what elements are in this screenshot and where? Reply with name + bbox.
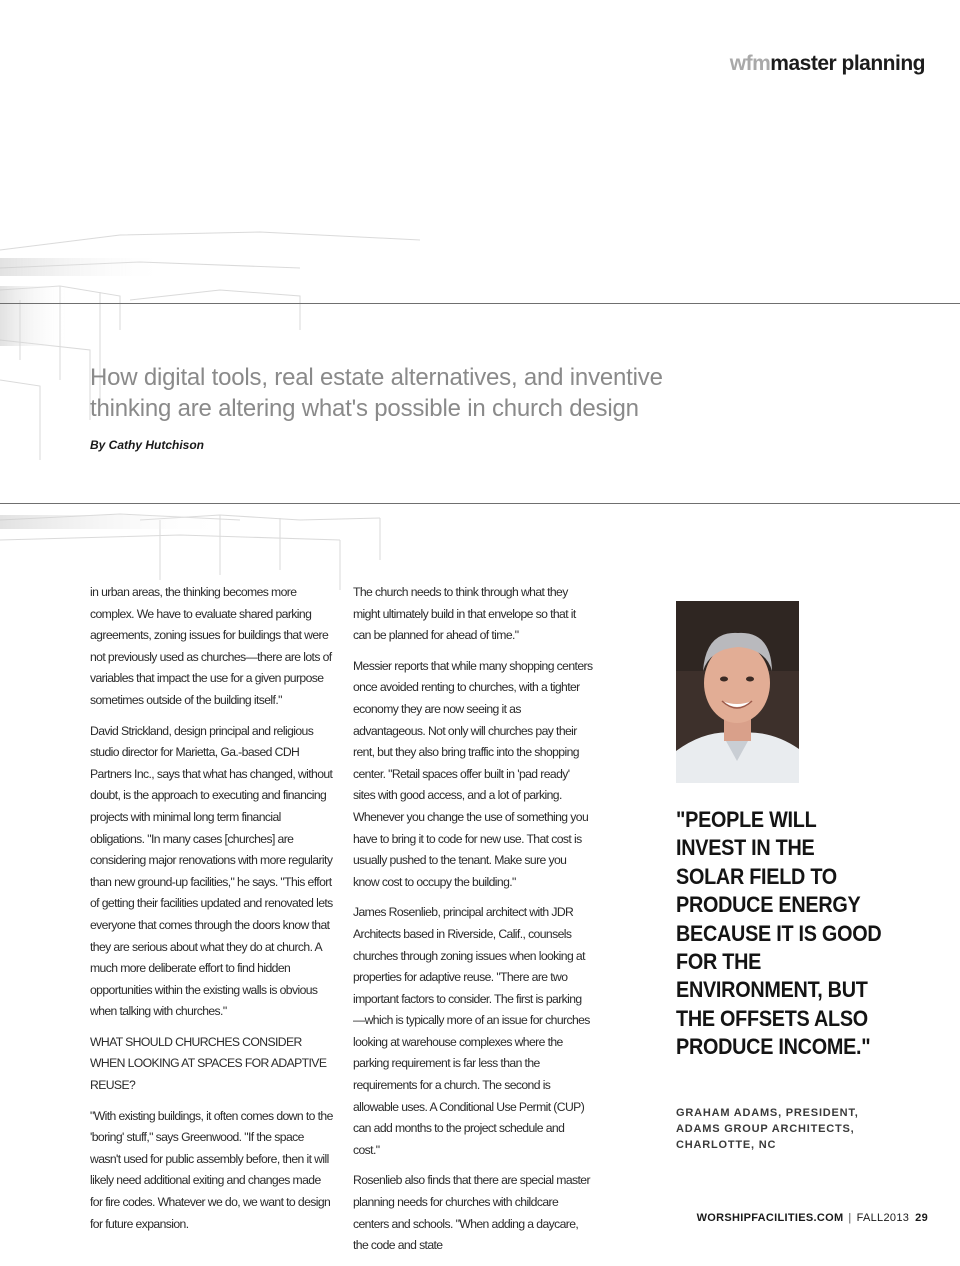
footer-separator: |: [848, 1212, 852, 1224]
subheading: WHAT SHOULD CHURCHES CONSIDER WHEN LOOKING AT SPACES FOR ADAPTIVE REUSE?: [90, 1034, 327, 1093]
footer-issue: FALL2013: [856, 1212, 910, 1224]
background-architecture-sketch: [0, 0, 960, 620]
paragraph: "With existing buildings, it often comes down to the 'boring' stuff," says Greenwood. "If the space wasn't used for public assembly before, then it will likely need additional exiting and changes made for fire codes. Whatever we do, we want to design for future expansion.: [90, 1108, 333, 1231]
page-footer: [697, 1212, 928, 1224]
section-name: master planning: [770, 52, 925, 75]
section-header: [730, 52, 925, 76]
quote-attribution: GRAHAM ADAMS, PRESIDENT, ADAMS GROUP ARCHITECTS, CHARLOTTE, NC: [676, 1107, 859, 1151]
paragraph: David Strickland, design principal and religious studio director for Marietta, Ga.-based CDH Partners Inc., says that what has changed, without doubt, is the approach to executing and financing projects with minimal long term financial obligations. "In many cases [churches] are considering major renovations with more regularity than new ground-up facilities," he says. "This effort of getting their facilities updated and renovated lets everyone that comes through the doors know that they are serious about what they do at church. A much more deliberate effort to find hidden opportunities within the existing walls is obvious when talking with churches.": [90, 723, 333, 1019]
article-column-2: [353, 582, 593, 1266]
divider-top: [0, 303, 960, 304]
paragraph: Rosenlieb also finds that there are special master planning needs for churches with childcare centers and schools. "When adding a daycare, the code and state: [353, 1173, 590, 1253]
footer-website: WORSHIPFACILITIES.COM: [696, 1212, 844, 1224]
divider-bottom: [0, 503, 960, 504]
brand-logo-text: wfm: [729, 52, 771, 75]
article-deck: How digital tools, real estate alternatives, and inventive thinking are altering what's possible in church design: [90, 364, 663, 422]
paragraph: Messier reports that while many shopping centers once avoided renting to churches, with a tighter economy they are now seeing it as advantageous. Not only will churches pay their rent, but they also bring traffic into the shopping center. "Retail spaces offer built in 'pad ready' sites with good access, and a lot of parking. Whenever you change the use of something you have to bring it to code for new use. That cost is usually pushed to the tenant. Make sure you know cost to occupy the building.": [353, 658, 593, 889]
page-number: 29: [915, 1212, 928, 1224]
byline: By Cathy Hutchison: [90, 438, 205, 452]
paragraph: The church needs to think through what they might ultimately build in that envelope so that it can be planned for ahead of time.": [353, 585, 576, 643]
paragraph: James Rosenlieb, principal architect with JDR Architects based in Riverside, Calif., counsels churches through zoning issues when looking at properties for adaptive reuse. "There are two important factors to consider. The first is parking—which is typically more of an issue for churches looking at warehouse complexes where the parking requirement is far less than the requirements for a church. The second is allowable uses. A Conditional Use Permit (CUP) can add months to the project schedule and cost.": [353, 905, 590, 1157]
portrait-photo: [676, 601, 799, 783]
paragraph: in urban areas, the thinking becomes more complex. We have to evaluate shared parking agreements, zoning issues for buildings that were not previously used as churches—there are lots of variables that impact the use for a given purpose sometimes outside of the building itself.": [90, 585, 332, 707]
article-column-1: [90, 582, 334, 1244]
pull-quote: "PEOPLE WILL INVEST IN THE SOLAR FIELD TO PRODUCE ENERGY BECAUSE IT IS GOOD FOR THE ENVIRONMENT, BUT THE OFFSETS ALSO PRODUCE INCOME.": [676, 807, 882, 1060]
